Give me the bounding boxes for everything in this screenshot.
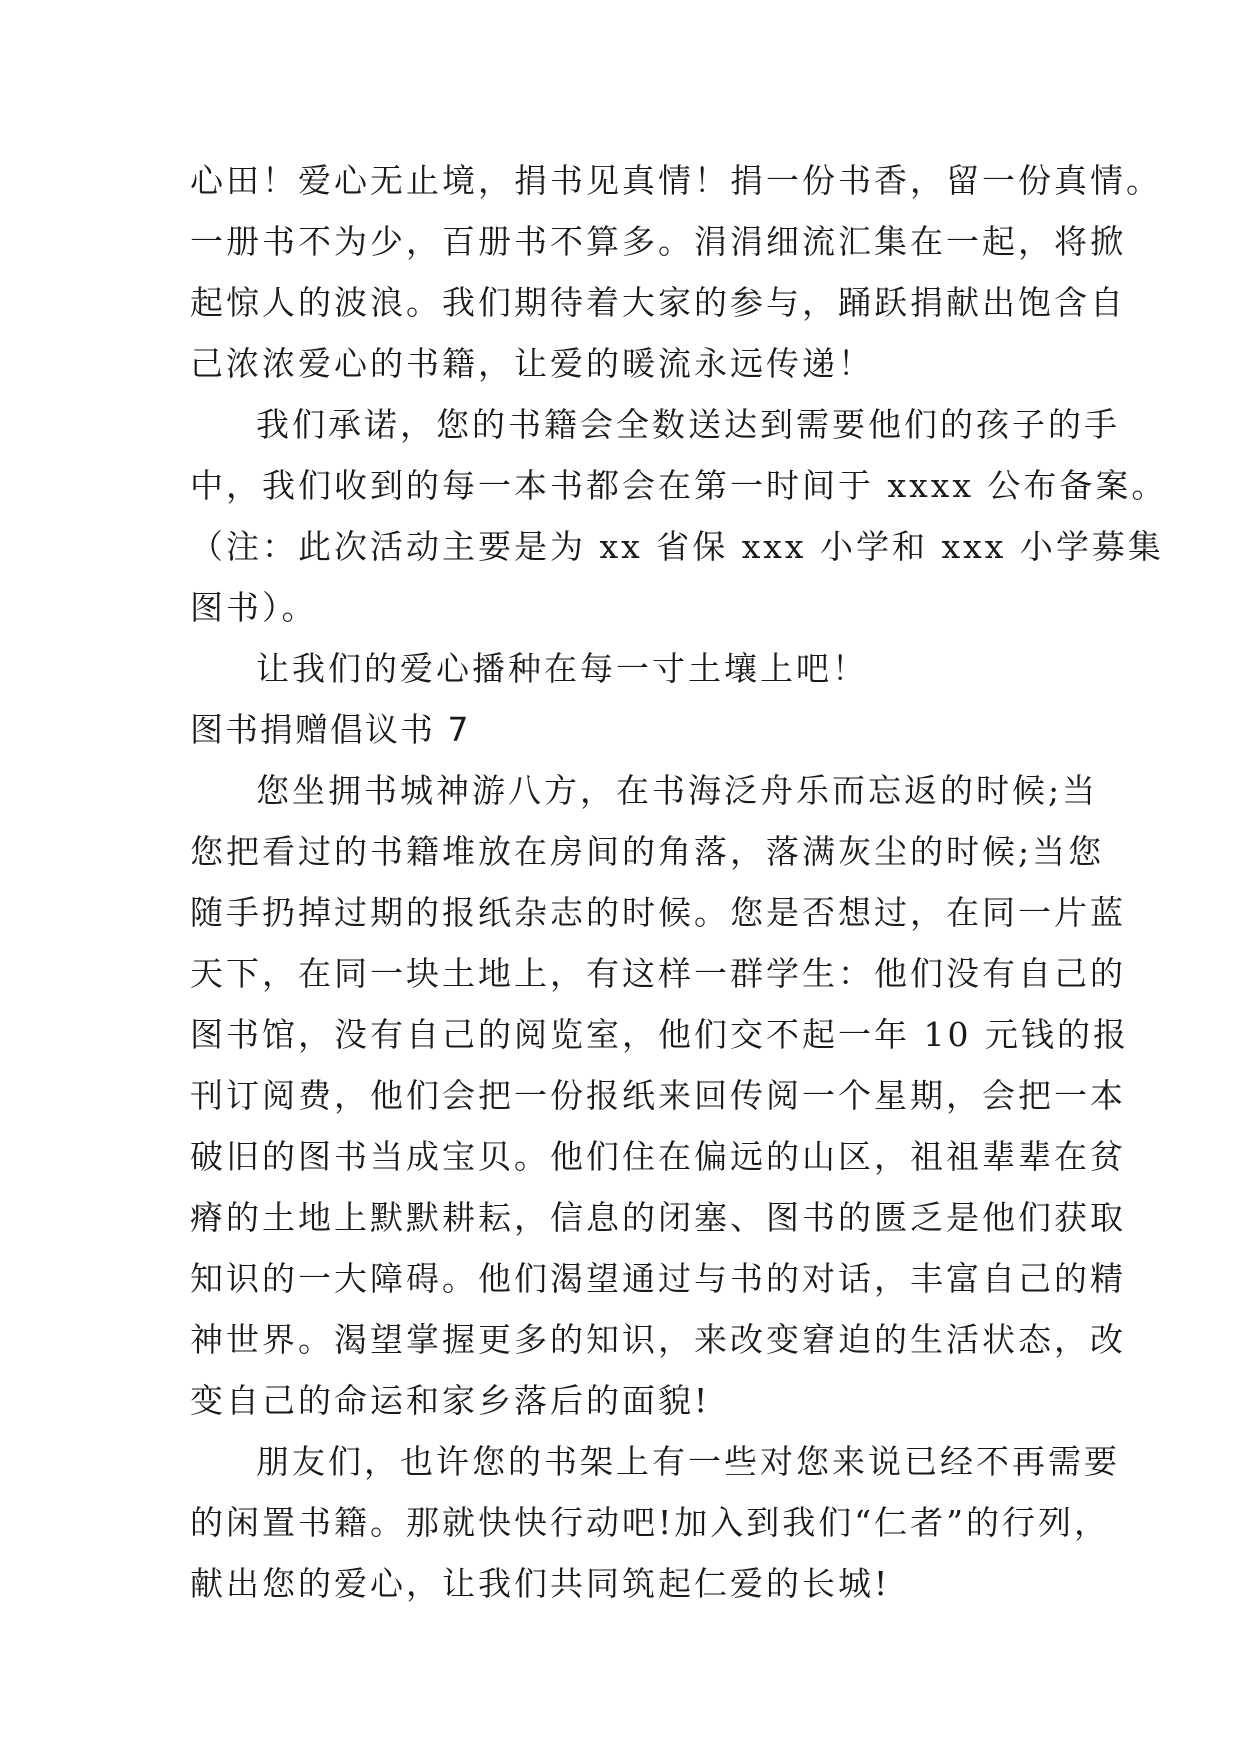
text-line: 变自己的命运和家乡落后的面貌! — [190, 1381, 711, 1420]
text-line: 图书）。 — [190, 588, 318, 627]
text-line: （注：此次活动主要是为 xx 省保 xxx 小学和 xxx 小学募集 — [190, 527, 1164, 566]
text-line: 神世界。渴望掌握更多的知识，来改变窘迫的生活状态，改 — [190, 1320, 1126, 1359]
text-line: 知识的一大障碍。他们渴望通过与书的对话，丰富自己的精 — [190, 1259, 1126, 1298]
paragraph-first-line: 朋友们，也许您的书架上有一些对您来说已经不再需要 — [256, 1442, 1120, 1481]
document-body — [190, 150, 1168, 1614]
text-line: 您把看过的书籍堆放在房间的角落，落满灰尘的时候;当您 — [190, 832, 1105, 871]
text-line: 瘠的土地上默默耕耘，信息的闭塞、图书的匮乏是他们获取 — [190, 1198, 1126, 1237]
text-line: 天下，在同一块土地上，有这样一群学生：他们没有自己的 — [190, 954, 1126, 993]
text-line: 的闲置书籍。那就快快行动吧!加入到我们“仁者”的行列， — [190, 1503, 1111, 1542]
paragraph-first-line: 您坐拥书城神游八方，在书海泛舟乐而忘返的时候;当 — [256, 771, 1099, 810]
text-line: 随手扔掉过期的报纸杂志的时候。您是否想过，在同一片蓝 — [190, 893, 1126, 932]
text-line: 心田！爱心无止境，捐书见真情！捐一份书香，留一份真情。 — [190, 161, 1162, 200]
text-line: 图书馆，没有自己的阅览室，他们交不起一年 10 元钱的报 — [190, 1015, 1129, 1054]
text-line: 己浓浓爱心的书籍，让爱的暖流永远传递！ — [190, 344, 874, 383]
text-line: 一册书不为少，百册书不算多。涓涓细流汇集在一起，将掀 — [190, 222, 1126, 261]
paragraph-first-line: 让我们的爱心播种在每一寸土壤上吧！ — [256, 649, 868, 688]
text-line: 刊订阅费，他们会把一份报纸来回传阅一个星期，会把一本 — [190, 1076, 1126, 1115]
text-line: 起惊人的波浪。我们期待着大家的参与，踊跃捐献出饱含自 — [190, 283, 1126, 322]
text-line: 破旧的图书当成宝贝。他们住在偏远的山区，祖祖辈辈在贫 — [190, 1137, 1126, 1176]
text-line: 献出您的爱心，让我们共同筑起仁爱的长城! — [190, 1564, 891, 1603]
text-line: 中，我们收到的每一本书都会在第一时间于 xxxx 公布备案。 — [190, 466, 1168, 505]
section-heading: 图书捐赠倡议书 7 — [190, 710, 471, 749]
paragraph-first-line: 我们承诺，您的书籍会全数送达到需要他们的孩子的手 — [256, 405, 1120, 444]
